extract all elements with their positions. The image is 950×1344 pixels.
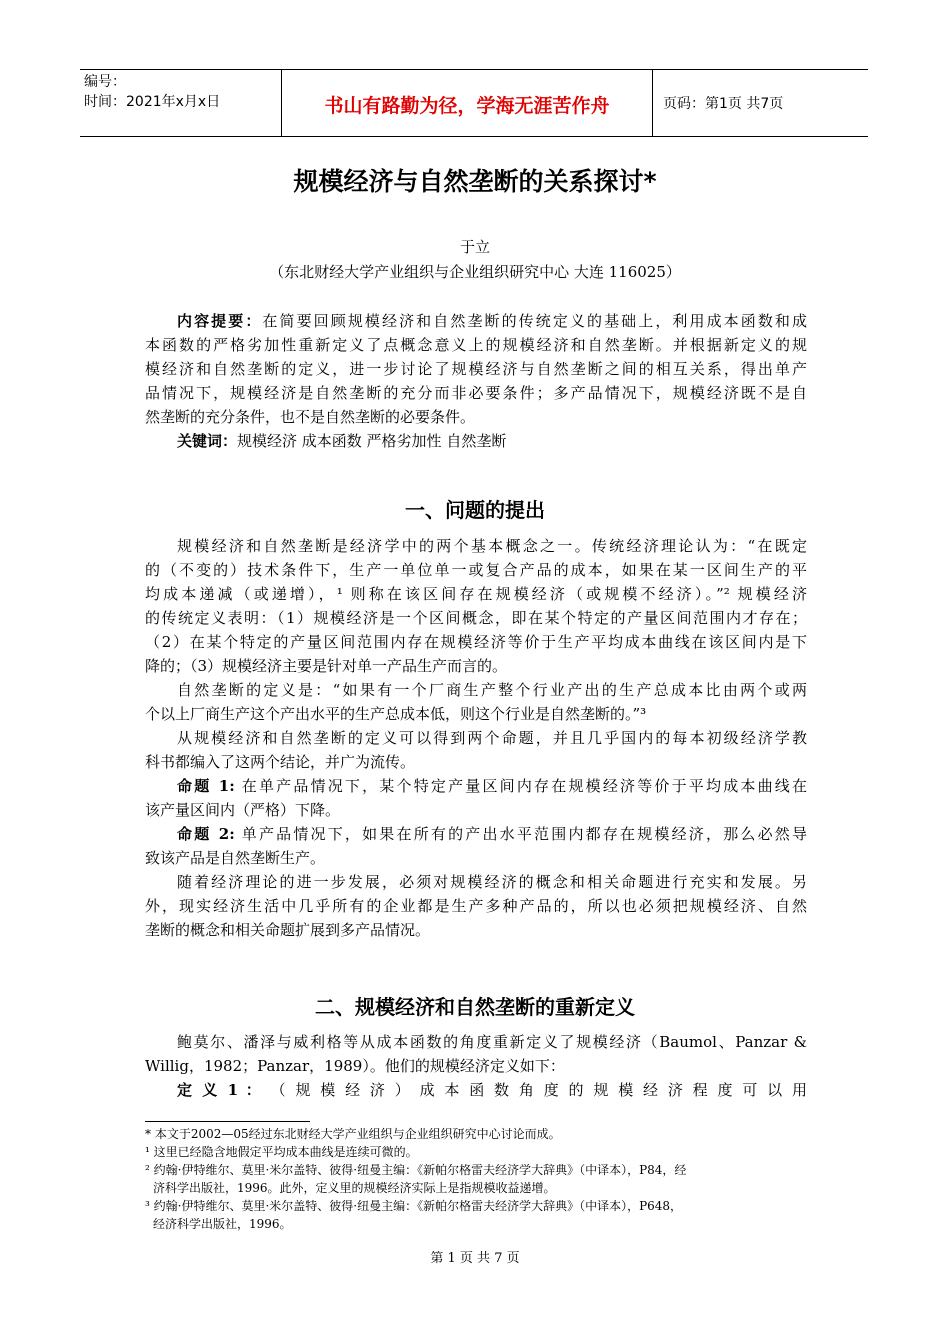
motto: 书山有路勤为径，学海无涯苦作舟 xyxy=(324,95,610,117)
paragraph-line: 该产量区间内（严格）下降。 xyxy=(145,801,341,819)
page-info: 页码：第1页 共7页 xyxy=(663,96,784,112)
footnote-line: ² 约翰·伊特维尔、莫里·米尔盖特、彼得·纽曼主编：《新帕尔格雷夫经济学大辞典》（中译本），P84，经 xyxy=(145,1163,687,1177)
paragraph-line: 科书都编入了这两个结论，并广为流传。 xyxy=(145,753,416,771)
paragraph-line: 从规模经济和自然垄断的定义可以得到两个命题，并且几乎国内的每本初级经济学教 xyxy=(177,729,807,747)
footnote-line: ³ 约翰·伊特维尔、莫里·米尔盖特、彼得·纽曼主编：《新帕尔格雷夫经济学大辞典》（中译本），P648， xyxy=(145,1199,683,1213)
paragraph-line: 致该产品是自然垄断生产。 xyxy=(145,849,326,867)
author: 于立 xyxy=(459,238,490,256)
abstract-line: 品情况下，规模经济是自然垄断的充分而非必要条件；多产品情况下，规模经济既不是自 xyxy=(145,384,807,402)
paragraph-line: 鲍莫尔、潘泽与威利格等从成本函数的角度重新定义了规模经济（Baumol、Panzar & xyxy=(177,1033,807,1051)
number-label: 编号： xyxy=(84,74,126,90)
paragraph-line: （2）在某个特定的产量区间范围内存在规模经济等价于生产平均成本曲线在该区间内是下 xyxy=(145,633,807,651)
keywords: 规模经济 成本函数 严格劣加性 自然垄断 xyxy=(237,432,507,450)
proposition-2-label: 命题 2: xyxy=(177,825,235,843)
abstract-label: 内容提要： xyxy=(177,312,263,330)
header-middle-cell xyxy=(281,70,653,136)
abstract-line: 本函数的严格劣加性重新定义了点概念意义上的规模经济和自然垄断。并根据新定义的规 xyxy=(145,336,807,354)
date-label: 时间：2021年x月x日 xyxy=(84,94,221,110)
section-heading-1: 一、问题的提出 xyxy=(405,498,545,522)
section-2-body xyxy=(145,1030,807,1102)
definition-1-label: 定 义 1 ： xyxy=(177,1081,264,1099)
section-heading-2: 二、规模经济和自然垄断的重新定义 xyxy=(315,995,635,1019)
keywords-line xyxy=(145,429,807,453)
page-footer: 第 1 页 共 7 页 xyxy=(430,1251,520,1266)
paragraph-line: 均成本递减（或递增），¹ 则称在该区间存在规模经济（或规模不经济）。”² 规模经济 xyxy=(145,585,807,603)
footnote-line: * 本文于2002—05经过东北财经大学产业组织与企业组织研究中心讨论而成。 xyxy=(145,1127,561,1141)
footnote-line: ¹ 这里已经隐含地假定平均成本曲线是连续可微的。 xyxy=(145,1145,418,1159)
paragraph-line: 降的；（3）规模经济主要是针对单一产品生产而言的。 xyxy=(145,657,508,675)
paragraph-line: 规模经济和自然垄断是经济学中的两个基本概念之一。传统经济理论认为：“在既定 xyxy=(177,537,807,555)
paper-title: 规模经济与自然垄断的关系探讨* xyxy=(293,167,657,196)
header-left-cell xyxy=(84,72,280,112)
proposition-1: 命题 1: 在单产品情况下，某个特定产量区间内存在规模经济等价于平均成本曲线在 xyxy=(177,777,807,795)
header-table xyxy=(80,69,868,137)
paragraph-line: Willig，1982；Panzar，1989）。他们的规模经济定义如下： xyxy=(145,1057,565,1075)
footnote-line: 济科学出版社，1996。此外，定义里的规模经济实际上是指规模收益递增。 xyxy=(153,1181,556,1195)
paragraph-line: 自然垄断的定义是：“如果有一个厂商生产整个行业产出的生产总成本比由两个或两 xyxy=(177,681,807,699)
footnote-line: 经济科学出版社，1996。 xyxy=(153,1217,292,1231)
paragraph-line: 的传统定义表明：（1）规模经济是一个区间概念，即在某个特定的产量区间范围内才存在； xyxy=(145,609,807,627)
abstract-line: 然垄断的充分条件，也不是自然垄断的必要条件。 xyxy=(145,408,476,426)
footnotes xyxy=(145,1125,815,1233)
definition-1: 定 义 1 ： （ 规 模 经 济 ） 成 本 函 数 角 度 的 规 模 经 济 程 度 可 以 用 xyxy=(177,1081,807,1099)
keywords-label: 关键词： xyxy=(177,432,238,450)
paragraph-line: 的（不变的）技术条件下，生产一单位单一或复合产品的成本，如果在某一区间生产的平 xyxy=(145,561,807,579)
abstract-line: 内容提要：在简要回顾规模经济和自然垄断的传统定义的基础上，利用成本函数和成 xyxy=(177,312,807,330)
paragraph-line: 垄断的概念和相关命题扩展到多产品情况。 xyxy=(145,921,431,939)
paragraph-line: 外，现实经济生活中几乎所有的企业都是生产多种产品的，所以也必须把规模经济、自然 xyxy=(145,897,807,915)
proposition-2: 命题 2: 单产品情况下，如果在所有的产出水平范围内都存在规模经济，那么必然导 xyxy=(177,825,807,843)
abstract xyxy=(145,309,807,453)
paragraph-line: 个以上厂商生产这个产出水平的生产总成本低，则这个行业是自然垄断的。”³ xyxy=(145,705,647,723)
proposition-1-label: 命题 1: xyxy=(177,777,235,795)
abstract-line: 模经济和自然垄断的定义，进一步讨论了规模经济与自然垄断之间的相互关系，得出单产 xyxy=(145,360,807,378)
paragraph-line: 随着经济理论的进一步发展，必须对规模经济的概念和相关命题进行充实和发展。另 xyxy=(177,873,807,891)
footnote-separator xyxy=(145,1121,310,1122)
section-1-body xyxy=(145,534,807,942)
affiliation: （东北财经大学产业组织与企业组织研究中心 大连 116025） xyxy=(269,263,681,281)
